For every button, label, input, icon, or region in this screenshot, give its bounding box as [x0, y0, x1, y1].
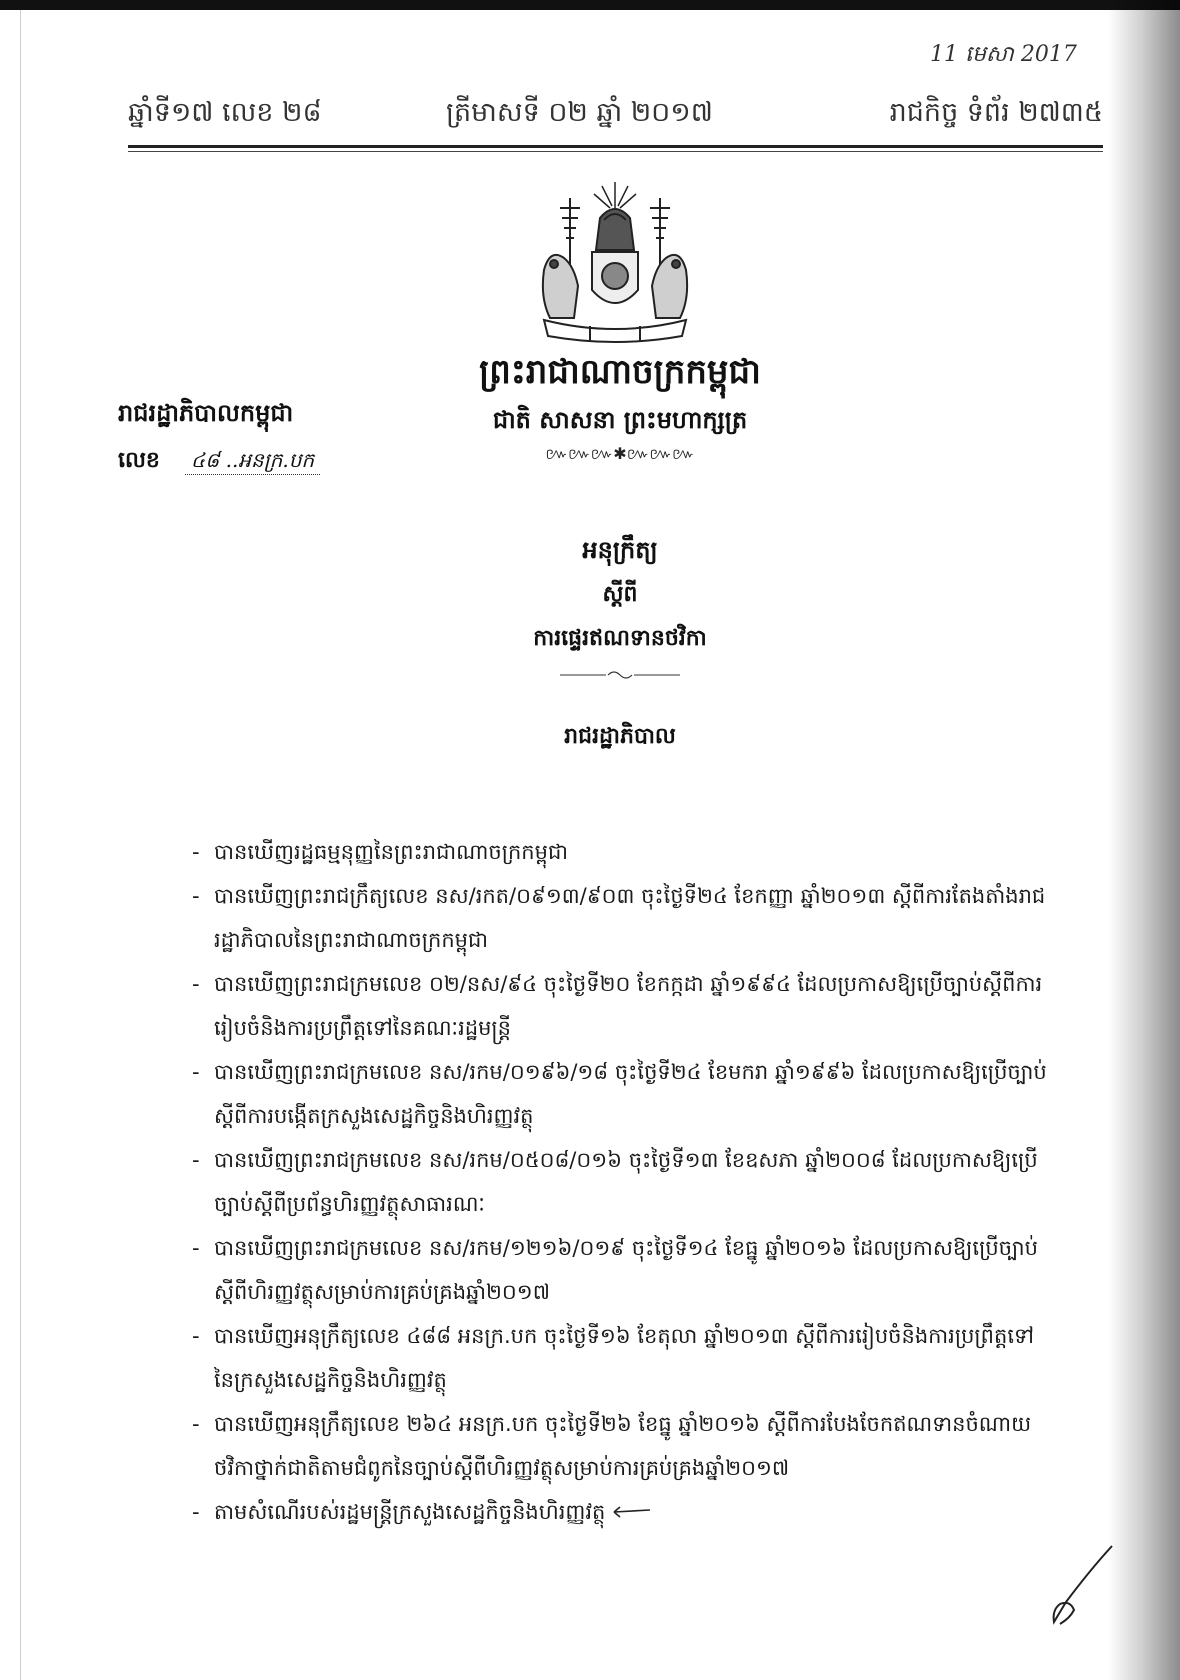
signature-initial-icon	[1030, 1540, 1120, 1630]
scan-top-edge	[0, 0, 1180, 10]
header-rule-thick	[128, 145, 1103, 148]
divider-ornament-icon	[560, 668, 680, 682]
clause-item: - បានឃើញព្រះរាជក្រមលេខ ០២/នស/៩៤ ចុះថ្ងៃទី២០ ខែកក្កដា ឆ្នាំ១៩៩៤ ដែលប្រកាសឱ្យប្រើច្បាប់ស្ដីពីការរៀបចំនិងការប្រព្រឹត្តទៅនៃគណៈរដ្ឋមន្ត្រី	[192, 962, 1052, 1050]
national-motto: ជាតិ សាសនា ព្រះមហាក្សត្រ	[492, 406, 748, 434]
header-rule-thin	[128, 151, 1103, 152]
decree-subject: ការផ្ទេរឥណទានថវិកា	[533, 626, 707, 651]
clause-item: - បានឃើញអនុក្រឹត្យលេខ ២៦៤ អនក្រ.បក ចុះថ្ងៃទី២៦ ខែធ្នូ ឆ្នាំ២០១៦ ស្ដីពីការបែងចែកឥណទានចំណាយថវិកាថ្នាក់ជាតិតាមជំពូកនៃច្បាប់ស្ដីពីហិរញ្ញវត្ថុសម្រាប់ការគ្រប់គ្រងឆ្នាំ២០១៧	[192, 1402, 1052, 1490]
arrow-mark-icon	[612, 1505, 652, 1519]
decree-concerning: ស្ដីពី	[602, 582, 638, 607]
clause-item: - បានឃើញព្រះរាជក្រមលេខ នស/រកម/១២១៦/០១៩ ចុះថ្ងៃទី១៤ ខែធ្នូ ឆ្នាំ២០១៦ ដែលប្រកាសឱ្យប្រើច្បាប់ស្ដីពីហិរញ្ញវត្ថុសម្រាប់ការគ្រប់គ្រងឆ្នាំ២០១៧	[192, 1226, 1052, 1314]
reference-handwritten-number: ៤៨ ..អនក្រ.បក	[185, 448, 320, 475]
preamble-clauses	[192, 830, 1052, 1534]
gazette-year-issue: ឆ្នាំទី១៧ លេខ ២៨	[128, 97, 322, 128]
clause-final-text: តាមសំណើរបស់រដ្ឋមន្ត្រីក្រសួងសេដ្ឋកិច្ចនិងហិរញ្ញវត្ថុ	[214, 1500, 606, 1524]
reference-label: លេខ	[118, 448, 160, 473]
issuer-government: រាជរដ្ឋាភិបាល	[564, 724, 676, 749]
gazette-page-number: រាជកិច្ច ទំព័រ ២៧៣៥	[889, 97, 1103, 128]
gazette-header	[128, 96, 1103, 136]
royal-emblem-icon	[530, 178, 700, 348]
reference-number	[118, 446, 320, 478]
scan-binding-shadow	[1108, 0, 1180, 1680]
clause-item: - បានឃើញព្រះរាជក្រឹត្យលេខ នស/រកត/០៩១៣/៩០៣ ចុះថ្ងៃទី២៤ ខែកញ្ញា ឆ្នាំ២០១៣ ស្ដីពីការតែងតាំងរាជរដ្ឋាភិបាលនៃព្រះរាជាណាចក្រកម្ពុជា	[192, 874, 1052, 962]
motto-ornament: ៚៚៚✱៚៚៚	[545, 444, 695, 463]
clause-item: - បានឃើញរដ្ឋធម្មនុញ្ញនៃព្រះរាជាណាចក្រកម្ពុជា	[192, 830, 1052, 874]
issuing-government: រាជរដ្ឋាភិបាលកម្ពុជា	[118, 399, 294, 427]
clause-item: - បានឃើញព្រះរាជក្រមលេខ នស/រកម/០៥០៨/០១៦ ចុះថ្ងៃទី១៣ ខែឧសភា ឆ្នាំ២០០៨ ដែលប្រកាសឱ្យប្រើច្បាប់ស្ដីពីប្រព័ន្ធហិរញ្ញវត្ថុសាធារណៈ	[192, 1138, 1052, 1226]
handwritten-date: 11 មេសា 2017	[930, 42, 1077, 67]
clause-item: - បានឃើញព្រះរាជក្រមលេខ នស/រកម/០១៩៦/១៨ ចុះថ្ងៃទី២៤ ខែមករា ឆ្នាំ១៩៩៦ ដែលប្រកាសឱ្យប្រើច្បាប់ស្ដីពីការបង្កើតក្រសួងសេដ្ឋកិច្ចនិងហិរញ្ញវត្ថុ	[192, 1050, 1052, 1138]
gazette-quarter: ត្រីមាសទី ០២ ឆ្នាំ ២០១៧	[446, 97, 713, 128]
clause-item: - បានឃើញអនុក្រឹត្យលេខ ៤៨៨ អនក្រ.បក ចុះថ្ងៃទី១៦ ខែតុលា ឆ្នាំ២០១៣ ស្ដីពីការរៀបចំនិងការប្រព្រឹត្តទៅនៃក្រសួងសេដ្ឋកិច្ចនិងហិរញ្ញវត្ថុ	[192, 1314, 1052, 1402]
decree-title: អនុក្រឹត្យ	[582, 536, 658, 564]
clause-item-final	[192, 1490, 1052, 1534]
kingdom-title: ព្រះរាជាណាចក្រកម្ពុជា	[479, 352, 761, 392]
